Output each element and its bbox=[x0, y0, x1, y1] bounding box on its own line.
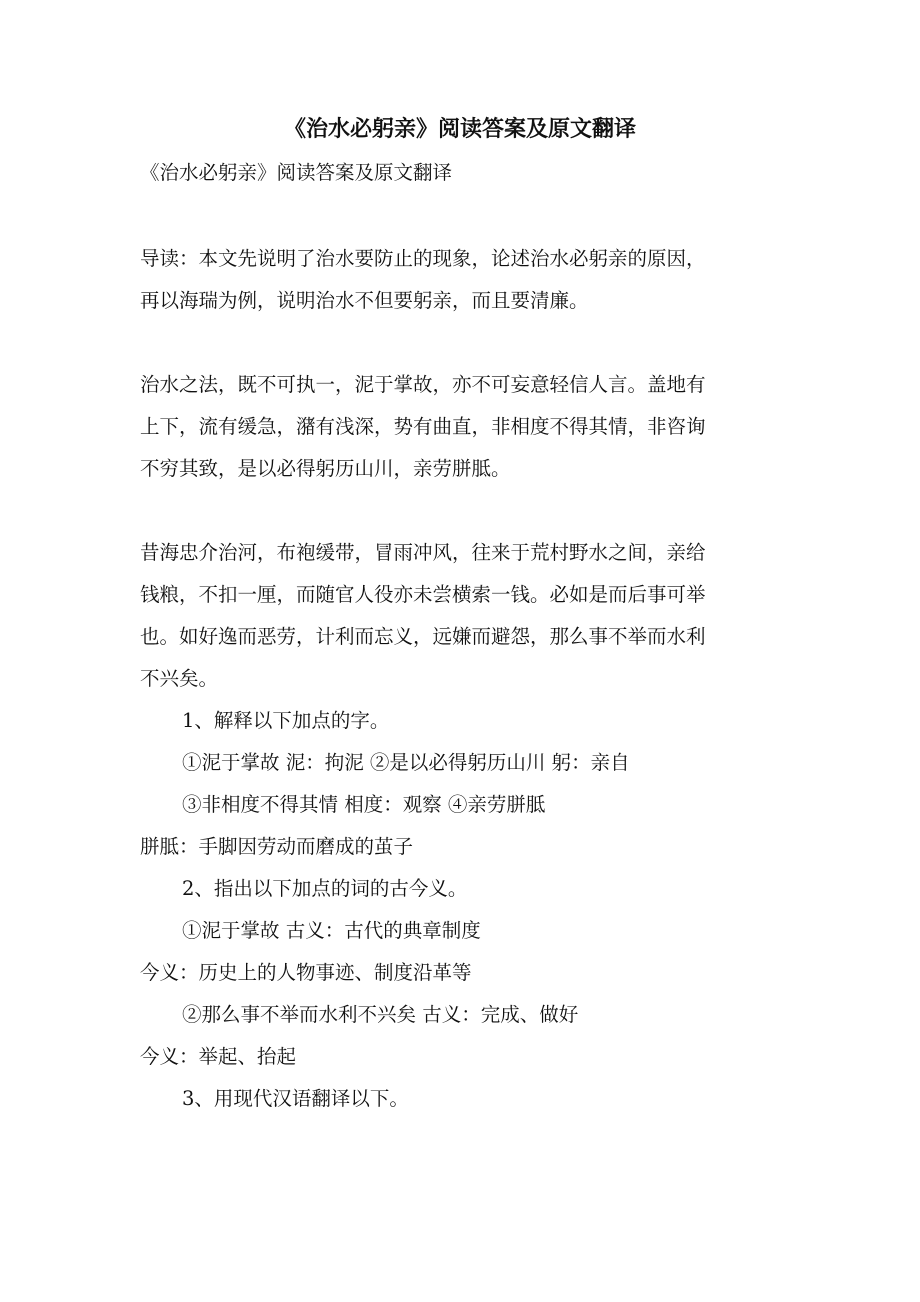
question-2: 2、指出以下加点的词的古今义。 bbox=[182, 877, 468, 900]
intro-line-1: 导读：本文先说明了治水要防止的现象，论述治水必躬亲的原因， bbox=[140, 247, 706, 270]
document-subtitle: 《治水必躬亲》阅读答案及原文翻译 bbox=[140, 161, 453, 184]
paragraph2-line-4: 不兴矣。 bbox=[140, 667, 219, 690]
question-2-item-3: ②那么事不举而水利不兴矣 古义：完成、做好 bbox=[182, 1003, 579, 1026]
question-3: 3、用现代汉语翻译以下。 bbox=[182, 1087, 409, 1110]
intro-line-2: 再以海瑞为例，说明治水不但要躬亲，而且要清廉。 bbox=[140, 289, 589, 312]
question-2-item-4: 今义：举起、抬起 bbox=[140, 1045, 297, 1068]
question-1-item-1: ①泥于掌故 泥：拘泥 ②是以必得躬历山川 躬：亲自 bbox=[182, 751, 630, 774]
paragraph1-line-2: 上下，流有缓急，潴有浅深，势有曲直，非相度不得其情，非咨询 bbox=[140, 415, 706, 438]
paragraph2-line-3: 也。如好逸而恶劳，计利而忘义，远嫌而避怨，那么事不举而水利 bbox=[140, 625, 706, 648]
paragraph1-line-3: 不穷其致，是以必得躬历山川，亲劳胼胝。 bbox=[140, 457, 511, 480]
question-1: 1、解释以下加点的字。 bbox=[182, 709, 390, 732]
question-1-item-2: ③非相度不得其情 相度：观察 ④亲劳胼胝 bbox=[182, 793, 546, 816]
question-2-item-1: ①泥于掌故 古义：古代的典章制度 bbox=[182, 919, 481, 942]
question-2-item-2: 今义：历史上的人物事迹、制度沿革等 bbox=[140, 961, 472, 984]
paragraph2-line-2: 钱粮，不扣一厘，而随官人役亦未尝横索一钱。必如是而后事可举 bbox=[140, 583, 706, 606]
document-title: 《治水必躬亲》阅读答案及原文翻译 bbox=[283, 116, 636, 142]
paragraph2-line-1: 昔海忠介治河，布袍缓带，冒雨冲风，往来于荒村野水之间，亲给 bbox=[140, 541, 706, 564]
paragraph1-line-1: 治水之法，既不可执一，泥于掌故，亦不可妄意轻信人言。盖地有 bbox=[140, 373, 706, 396]
question-1-item-3: 胼胝：手脚因劳动而磨成的茧子 bbox=[140, 835, 414, 858]
